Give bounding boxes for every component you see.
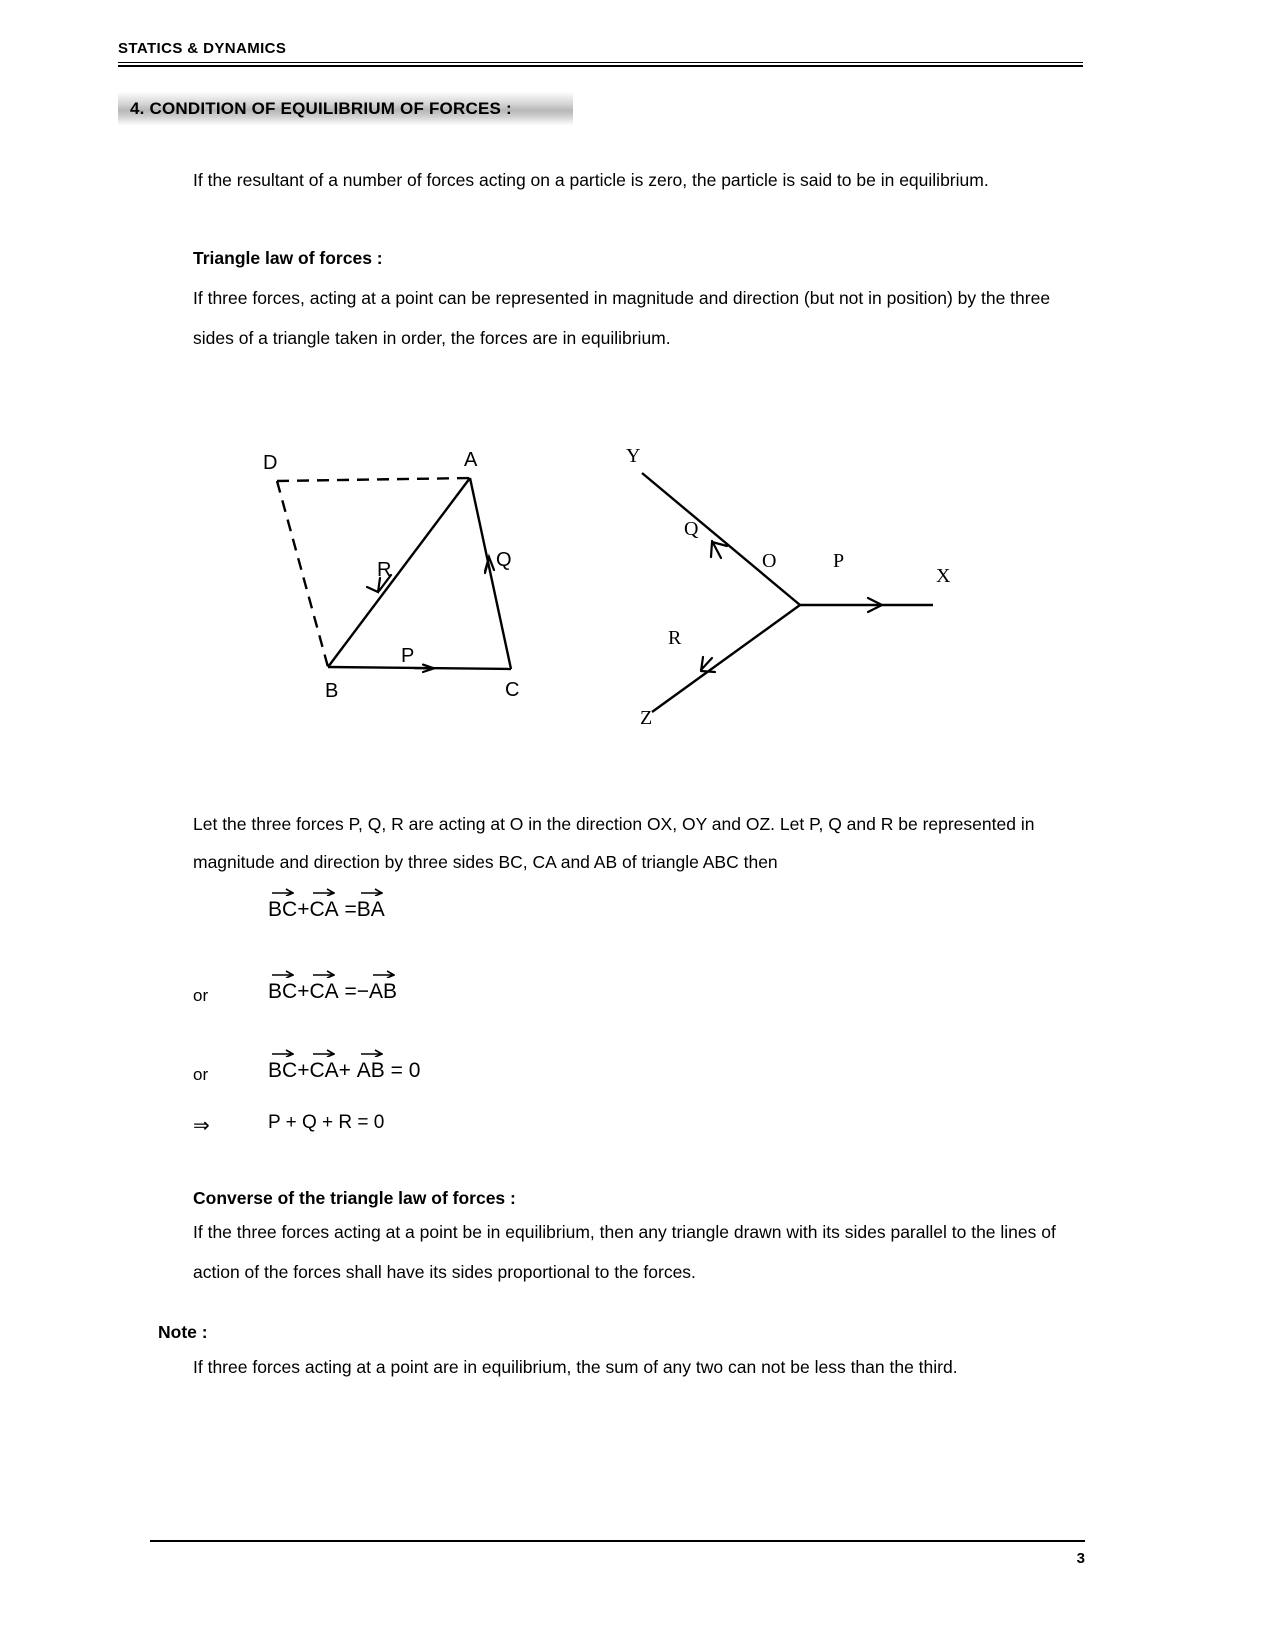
vector-CA-1 — [309, 895, 338, 923]
converse-heading: Converse of the triangle law of forces : — [193, 1188, 516, 1208]
equation-3-rhs: = 0 — [390, 1059, 421, 1082]
equation-3-op1: + — [297, 1059, 310, 1082]
vector-CA-2-text: CA — [309, 980, 339, 1003]
arrowhead-P — [415, 665, 434, 672]
figure1-label-P: P — [401, 645, 415, 667]
figure1-label-D: D — [263, 452, 278, 474]
equation-1-op1: + — [297, 898, 310, 921]
figure1-label-A: A — [464, 449, 478, 471]
equation-1 — [268, 895, 385, 923]
vector-arrow-icon — [361, 1047, 383, 1057]
vector-arrow-icon — [313, 1047, 335, 1057]
vector-CA-2 — [309, 977, 338, 1005]
vector-arrow-icon — [373, 968, 395, 978]
figure2-label-X: X — [936, 565, 951, 587]
figure2-label-O: O — [762, 550, 777, 572]
vector-arrow-icon — [361, 886, 383, 896]
vector-CA-1-text: CA — [309, 898, 339, 921]
equation-2-connector: or — [193, 986, 209, 1005]
vector-BA-1 — [357, 895, 385, 923]
figure1-label-Q: Q — [496, 549, 512, 571]
vector-AB-2-text: AB — [369, 980, 398, 1003]
triangle-law-heading: Triangle law of forces : — [193, 248, 383, 268]
figure-triangle-law-svg — [255, 445, 555, 710]
note-heading: Note : — [158, 1322, 208, 1342]
vector-BC-1 — [268, 895, 297, 923]
equation-4: P + Q + R = 0 — [268, 1112, 385, 1133]
equation-3-op2: + — [338, 1059, 351, 1082]
header-rule-thin — [118, 62, 1083, 63]
vector-CA-3 — [309, 1056, 338, 1084]
triangle-law-paragraph: If three forces, acting at a point can be represented in magnitude and direction (but not in position) by the three sides of a triangle taken in order, the forces are in equilibrium. — [193, 288, 1051, 348]
equation-4-connector: ⇒ — [193, 1115, 210, 1137]
note-paragraph: If three forces acting at a point are in equilibrium, the sum of any two can not be less than the third. — [193, 1357, 958, 1377]
vector-CA-3-text: CA — [309, 1059, 339, 1082]
figure1-label-C: C — [505, 679, 520, 701]
figure2-label-P: P — [833, 550, 845, 572]
equation-1-op2: = — [344, 898, 357, 921]
vector-BC-1-text: BC — [268, 898, 298, 921]
footer-rule — [150, 1540, 1085, 1542]
figure2-label-Q: Q — [684, 518, 699, 540]
vector-BC-3-text: BC — [268, 1059, 298, 1082]
figure2-label-Y: Y — [626, 445, 641, 467]
header-rule-thick — [118, 65, 1083, 67]
segment-AC — [470, 478, 511, 669]
arrowhead-R — [701, 657, 715, 672]
vector-BC-2 — [268, 977, 297, 1005]
vector-arrow-icon — [313, 886, 335, 896]
vector-arrow-icon — [272, 968, 294, 978]
figure2-label-R: R — [668, 627, 682, 649]
section-title-text: 4. CONDITION OF EQUILIBRIUM OF FORCES : — [130, 98, 512, 118]
vector-BC-2-text: BC — [268, 980, 298, 1003]
equation-2-op1: + — [297, 980, 310, 1003]
figure-concurrent-forces — [620, 440, 965, 730]
segment-BA — [328, 478, 470, 667]
page-number: 3 — [1076, 1550, 1085, 1567]
figure1-label-R: R — [377, 559, 392, 581]
converse-paragraph: If the three forces acting at a point be in equilibrium, then any triangle drawn with its sides parallel to the lines of action of the forces shall have its sides proportional to the forces. — [193, 1222, 1056, 1282]
running-head — [118, 40, 1083, 58]
section-title-bar — [118, 92, 573, 125]
equation-2-op2: = — [344, 980, 357, 1003]
equation-3-connector: or — [193, 1065, 209, 1084]
figure-triangle-law — [255, 445, 555, 710]
equation-3 — [268, 1056, 420, 1084]
segment-DB — [277, 481, 328, 667]
vector-AB-2 — [369, 977, 397, 1005]
vector-BA-1-text: BA — [356, 898, 385, 921]
vector-AB-3 — [357, 1056, 385, 1084]
figure2-label-Z: Z — [640, 707, 653, 729]
vector-arrow-icon — [313, 968, 335, 978]
ray-OY — [642, 473, 800, 605]
intro-paragraph: If the resultant of a number of forces acting on a particle is zero, the particle is said to be in equilibrium. — [193, 170, 989, 190]
vector-AB-3-text: AB — [356, 1059, 385, 1082]
figure1-label-B: B — [325, 680, 339, 702]
segment-DA — [277, 478, 470, 481]
let-paragraph: Let the three forces P, Q, R are acting at O in the direction OX, OY and OZ. Let P, Q and R be represented in magnitude and direction by three sides BC, CA and AB of triangle ABC then — [193, 814, 1035, 872]
vector-BC-3 — [268, 1056, 297, 1084]
figure-concurrent-forces-svg — [620, 440, 965, 730]
ray-OZ — [652, 605, 800, 712]
equation-2-sign: − — [356, 980, 370, 1003]
vector-arrow-icon — [272, 1047, 294, 1057]
vector-arrow-icon — [272, 886, 294, 896]
equation-2 — [268, 977, 397, 1005]
running-head-text: STATICS & DYNAMICS — [118, 40, 287, 57]
